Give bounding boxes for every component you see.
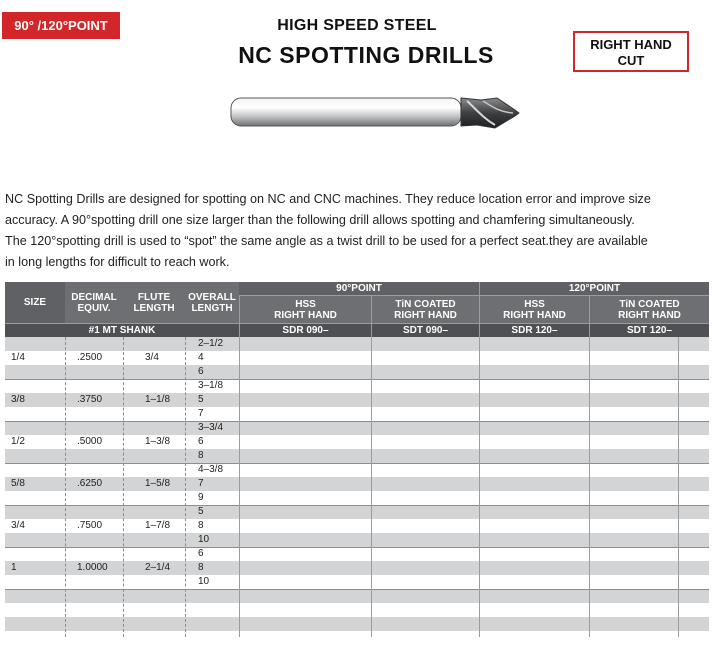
description-line: NC Spotting Drills are designed for spotting on NC and CNC machines. They reduce location error and improve size <box>5 192 651 206</box>
header-120-tin-line2: RIGHT HAND <box>618 309 681 321</box>
group-divider <box>5 463 709 464</box>
header-90-tin <box>371 296 479 323</box>
code-sdt-120-text: SDT 120– <box>626 325 673 336</box>
shank-label-text: #1 MT SHANK <box>88 325 156 336</box>
cell-overall: 10 <box>198 534 210 545</box>
table-row <box>5 365 709 379</box>
cell-overall: 4–3/8 <box>198 464 224 475</box>
cell-overall: 5 <box>198 506 204 517</box>
cell-flute: 2–1/4 <box>145 562 171 573</box>
cell-flute: 1–1/8 <box>145 394 171 405</box>
cut-direction-line2: CUT <box>617 53 645 68</box>
cell-size: 1/4 <box>11 352 25 363</box>
cell-overall: 6 <box>198 436 204 447</box>
cell-size: 1/2 <box>11 436 25 447</box>
table-row <box>5 533 709 547</box>
cell-overall: 7 <box>198 478 204 489</box>
cell-size: 3/8 <box>11 394 25 405</box>
cell-decimal: .2500 <box>77 352 103 363</box>
cell-decimal: .7500 <box>77 520 103 531</box>
header-overall-line2: LENGTH <box>191 302 233 314</box>
table-row <box>5 337 709 351</box>
cell-decimal: .6250 <box>77 478 103 489</box>
page-subtitle: HIGH SPEED STEEL <box>277 17 437 34</box>
column-divider <box>589 337 590 637</box>
page-title: NC SPOTTING DRILLS <box>238 42 494 68</box>
table-row <box>5 603 709 617</box>
cell-overall: 7 <box>198 408 204 419</box>
column-divider <box>479 337 480 637</box>
column-divider <box>371 337 372 637</box>
group-divider <box>5 547 709 548</box>
header-90-point-label: 90°POINT <box>336 283 382 294</box>
code-sdt-120 <box>589 323 709 337</box>
cut-direction-line1: RIGHT HAND <box>590 37 672 52</box>
shank-label <box>5 323 239 337</box>
header-120-point-label: 120°POINT <box>568 283 621 294</box>
header-120-tin <box>589 296 709 323</box>
header-overall-length <box>185 282 239 323</box>
cell-overall: 8 <box>198 562 204 573</box>
column-divider <box>65 337 66 637</box>
table-row <box>5 575 709 589</box>
header-overall-line1: OVERALL <box>188 291 236 303</box>
header-120-point <box>479 282 709 296</box>
table-row <box>5 547 709 561</box>
cell-decimal: 1.0000 <box>77 562 108 573</box>
cell-decimal: .3750 <box>77 394 103 405</box>
table-row <box>5 379 709 393</box>
code-sdr-120 <box>479 323 589 337</box>
cell-overall: 6 <box>198 366 204 377</box>
table-row <box>5 435 709 449</box>
spotting-drill-spec-table <box>5 282 709 637</box>
cell-overall: 5 <box>198 394 204 405</box>
cell-size: 1 <box>11 562 17 573</box>
column-divider <box>239 337 240 637</box>
header-120-tin-line1: TiN COATED <box>619 298 680 310</box>
table-row <box>5 407 709 421</box>
cell-overall: 8 <box>198 450 204 461</box>
header-90-hss <box>239 296 371 323</box>
table-row <box>5 421 709 435</box>
header-size <box>5 282 65 323</box>
spotting-drill-illustration <box>225 92 525 138</box>
header-decimal <box>65 282 123 323</box>
column-divider <box>123 337 124 637</box>
code-sdr-090-text: SDR 090– <box>282 325 329 336</box>
point-angle-badge: 90° /120°POINT <box>2 12 120 39</box>
description-line: in long lengths for difficult to reach work. <box>5 255 230 269</box>
cell-flute: 1–5/8 <box>145 478 171 489</box>
header-flute-line1: FLUTE <box>137 291 171 303</box>
cell-overall: 2–1/2 <box>198 338 224 349</box>
table-row <box>5 491 709 505</box>
description-line: accuracy. A 90°spotting drill one size larger than the following drill allows spotting and chamfering simultaneously. <box>5 213 635 227</box>
group-divider <box>5 379 709 380</box>
column-divider <box>678 337 679 637</box>
product-description <box>5 189 713 273</box>
header-decimal-line2: EQUIV. <box>77 302 111 314</box>
cell-flute: 3/4 <box>145 352 159 363</box>
table-row <box>5 561 709 575</box>
table-row <box>5 463 709 477</box>
table-row <box>5 477 709 491</box>
header-size-label: SIZE <box>23 297 47 308</box>
table-row <box>5 589 709 603</box>
header-90-hss-line2: RIGHT HAND <box>274 309 337 321</box>
cell-overall: 3–3/4 <box>198 422 224 433</box>
table-row <box>5 617 709 631</box>
table-row <box>5 393 709 407</box>
code-sdr-120-text: SDR 120– <box>511 325 558 336</box>
header-90-point <box>239 282 479 296</box>
column-divider <box>185 337 186 637</box>
header-120-hss-line1: HSS <box>524 298 545 310</box>
header-flute-line2: LENGTH <box>133 302 175 314</box>
cell-overall: 8 <box>198 520 204 531</box>
header-90-tin-line2: RIGHT HAND <box>394 309 457 321</box>
group-divider <box>5 589 709 590</box>
table-row <box>5 505 709 519</box>
group-divider <box>5 421 709 422</box>
code-sdt-090-text: SDT 090– <box>402 325 449 336</box>
cell-flute: 1–3/8 <box>145 436 171 447</box>
cell-size: 3/4 <box>11 520 25 531</box>
header-90-tin-line1: TiN COATED <box>395 298 456 310</box>
cell-decimal: .5000 <box>77 436 103 447</box>
cell-overall: 3–1/8 <box>198 380 224 391</box>
table-row <box>5 519 709 533</box>
cell-size: 5/8 <box>11 478 25 489</box>
description-line: The 120°spotting drill is used to “spot” the same angle as a twist drill to be used for a perfect seat.they are available <box>5 234 648 248</box>
header-flute-length <box>123 282 185 323</box>
code-sdt-090 <box>371 323 479 337</box>
header-decimal-line1: DECIMAL <box>71 291 117 303</box>
header-120-hss <box>479 296 589 323</box>
header-120-hss-line2: RIGHT HAND <box>503 309 566 321</box>
cut-direction-box <box>573 31 689 72</box>
cell-overall: 9 <box>198 492 204 503</box>
table-row <box>5 351 709 365</box>
cell-flute: 1–7/8 <box>145 520 171 531</box>
table-row <box>5 449 709 463</box>
cell-overall: 10 <box>198 576 210 587</box>
cell-overall: 4 <box>198 352 204 363</box>
header-90-hss-line1: HSS <box>295 298 316 310</box>
code-sdr-090 <box>239 323 371 337</box>
cell-overall: 6 <box>198 548 204 559</box>
group-divider <box>5 505 709 506</box>
